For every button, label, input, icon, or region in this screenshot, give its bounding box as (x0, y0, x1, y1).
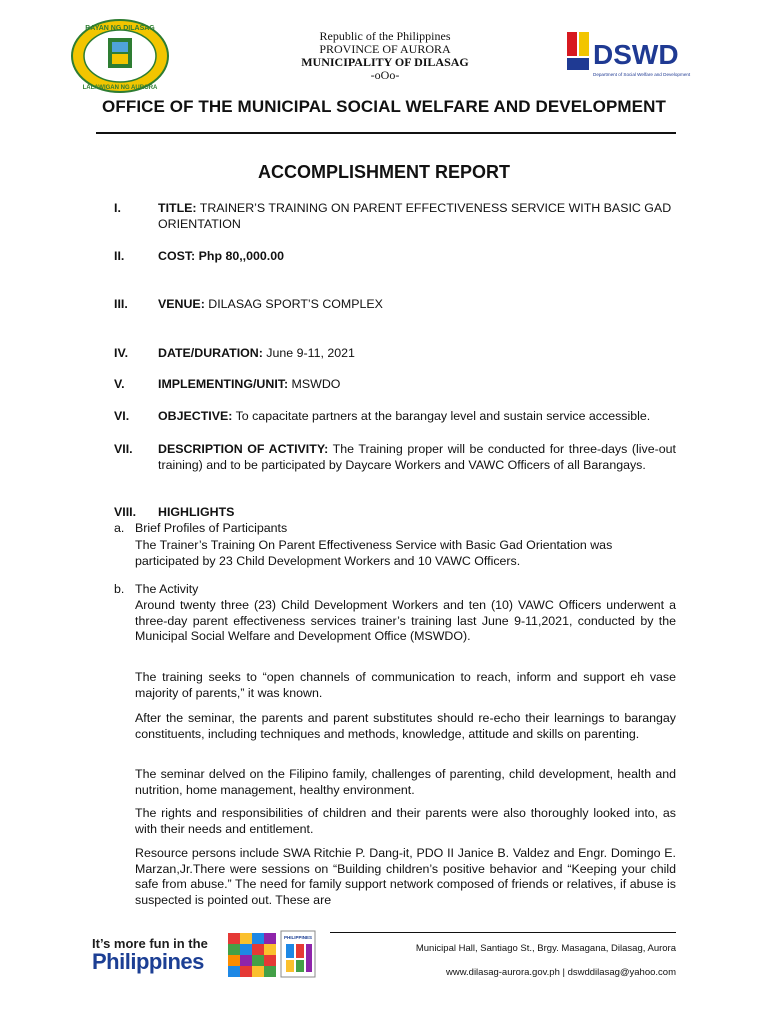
tourism-slogan-logo (92, 936, 222, 976)
activity-paragraph: The training seeks to “open channels of communication to reach, inform and support eh vase majority of parents,” it was known. (135, 670, 676, 700)
item-label: OBJECTIVE: (158, 409, 233, 423)
badge-text: PHILIPPINES (283, 935, 313, 940)
item-text: June 9-11, 2021 (262, 346, 355, 360)
item-title (114, 201, 676, 233)
item-text: MSWDO (288, 377, 341, 391)
activity-paragraph: The rights and responsibilities of children and their parents were also thoroughly looked into, as with their needs and entitlement. (135, 806, 676, 836)
item-text: TRAINER’S TRAINING ON PARENT EFFECTIVENESS SERVICE WITH BASIC GAD ORIENTATION (158, 201, 672, 231)
item-number: IV. (114, 346, 129, 360)
dswd-logo (565, 28, 691, 88)
activity-paragraph: Resource persons include SWA Ritchie P. Dang-it, PDO II Janice B. Valdez and Engr. Domingo E. Marzan,Jr.There were sessions on “Building children’s positive behavior and “Keeping your child safe from abuse.” The need for family support network composed of friends or relatives, if abuse is suspected is pointed out. These are (135, 846, 676, 907)
philippines-badge-logo (280, 930, 316, 978)
item-text: To capacitate partners at the barangay level and sustain service accessible. (232, 409, 651, 423)
highlight-letter: b. (114, 582, 125, 596)
activity-paragraph: Around twenty three (23) Child Development Workers and ten (10) VAWC Officers underwent a three-day parent effectiveness services trainer’s training last June 9-11,2021, conducted by the Municipal Social Welfare and Development Office (MSWDO). (135, 598, 676, 643)
item-label: IMPLEMENTING/UNIT: (158, 377, 289, 391)
government-header (240, 30, 530, 82)
item-number: VI. (114, 409, 130, 423)
item-number: VIII. (114, 505, 137, 519)
item-label: DATE/DURATION: (158, 346, 263, 360)
slogan-line-1: It’s more fun in the (92, 936, 208, 951)
highlight-heading: The Activity (135, 582, 199, 596)
item-number: II. (114, 249, 125, 263)
ornament: -oOo- (370, 68, 400, 82)
report-title: ACCOMPLISHMENT REPORT (258, 162, 510, 182)
municipality-line: MUNICIPALITY OF DILASAG (301, 55, 469, 69)
header-divider (96, 132, 676, 134)
province-line: PROVINCE OF AURORA (319, 42, 451, 56)
item-number: III. (114, 297, 128, 311)
republic-line: Republic of the Philippines (319, 29, 451, 43)
item-label: COST: Php 80,,000.00 (158, 249, 285, 263)
item-number: VII. (114, 442, 133, 456)
footer-address: Municipal Hall, Santiago St., Brgy. Masagana, Dilasag, Aurora (415, 943, 676, 954)
highlight-heading: Brief Profiles of Participants (135, 521, 288, 535)
activity-paragraph: After the seminar, the parents and parent substitutes should re-echo their learnings to barangay constituents, including techniques and methods, knowledge, attitude and skills on parenting. (135, 711, 676, 741)
item-label: VENUE: (158, 297, 205, 311)
item-label: DESCRIPTION OF ACTIVITY: (158, 442, 329, 456)
item-number: I. (114, 201, 121, 215)
item-text: DILASAG SPORT’S COMPLEX (204, 297, 383, 311)
seal-text-top: BAYAN NG DILASAG (85, 25, 155, 32)
municipal-seal-logo (68, 18, 172, 94)
slogan-line-2: Philippines (92, 949, 204, 974)
activity-paragraph: The seminar delved on the Filipino family, challenges of parenting, child development, health and nutrition, home management, healthy environment. (135, 767, 676, 797)
item-number: V. (114, 377, 125, 391)
item-text: The Training proper will be conducted for three-days (live-out training) and to be participated by Daycare Workers and VAWC Officers of all Barangays. (158, 442, 676, 472)
dswd-subtitle: Department of Social Welfare and Development (593, 72, 691, 77)
footer-website-email: www.dilasag-aurora.gov.ph | dswddilasag@yahoo.com (445, 967, 676, 978)
office-title: OFFICE OF THE MUNICIPAL SOCIAL WELFARE AND DEVELOPMENT (102, 97, 666, 116)
item-label: TITLE: (158, 201, 197, 215)
colorful-mosaic-logo (228, 933, 276, 977)
item-label: HIGHLIGHTS (158, 505, 235, 519)
dswd-wordmark: DSWD (593, 39, 679, 70)
footer-divider (330, 932, 676, 933)
seal-text-bottom: LALAWIGAN NG AURORA (82, 85, 158, 91)
highlight-letter: a. (114, 521, 125, 535)
highlight-a-text: The Trainer’s Training On Parent Effectiveness Service with Basic Gad Orientation was participated by 23 Child Development Workers and 10 VAWC Officers. (135, 538, 613, 568)
